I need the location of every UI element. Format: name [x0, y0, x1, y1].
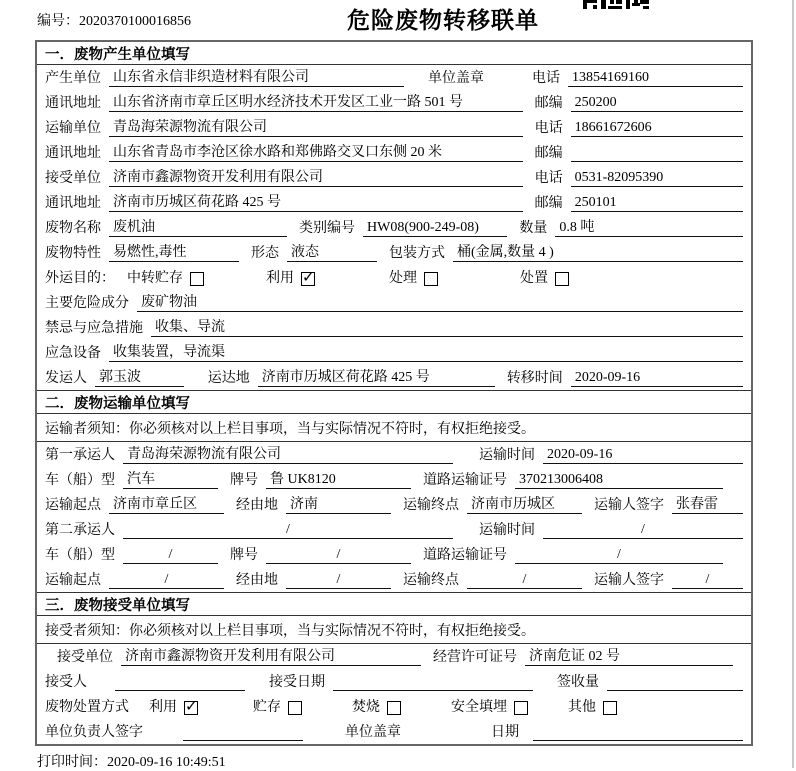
category-code-label: 类别编号: [299, 221, 355, 236]
waste-name-label: 废物名称: [45, 221, 101, 236]
responsible-sign-label: 单位负责人签字: [45, 725, 143, 740]
shipper-field: 郭玉波: [95, 369, 184, 387]
section3-title: 三．废物接受单位填写: [37, 592, 751, 616]
row-disposal-method: [37, 694, 751, 719]
disposal-utilize-label: 利用: [149, 700, 177, 715]
shipper-label: 发运人: [45, 371, 87, 386]
vehicle-type1-label: 车（船）型: [45, 473, 115, 488]
producer-address-label: 通讯地址: [45, 96, 101, 111]
document-number-value: 2020370100016856: [79, 14, 191, 29]
carrier-sign2-field: /: [672, 571, 743, 589]
transport-zip-field: [571, 144, 743, 162]
receiver-phone-label: 电话: [534, 171, 563, 186]
transfer-date-field: 2020-09-16: [571, 369, 743, 387]
producer-unit-field: 山东省永信非织造材料有限公司: [109, 69, 404, 87]
license-no-field: 济南危证 02 号: [525, 648, 733, 666]
transport-time2-label: 运输时间: [479, 523, 535, 538]
transporter-notice: 运输者须知：你必须核对以上栏目事项，当与实际情况不符时，有权拒绝接受。: [37, 414, 751, 442]
purpose-transfer-checkbox: [190, 272, 204, 286]
row-accept-unit: [37, 644, 751, 669]
purpose-utilize-label: 利用: [266, 271, 294, 286]
row-outbound-purpose: [37, 265, 751, 290]
transport-phone-field: 18661672606: [571, 119, 743, 137]
receiver-phone-field: 0531-82095390: [571, 169, 743, 187]
road-permit2-label: 道路运输证号: [423, 548, 507, 563]
purpose-transfer-label: 中转贮存: [127, 271, 183, 286]
emergency-equipment-field: 收集装置，导流渠: [109, 344, 743, 362]
unit-seal-label: 单位盖章: [428, 71, 484, 86]
received-qty-field: [607, 673, 743, 691]
receiver-zip-field: 250101: [571, 194, 743, 212]
accept-date-field: [333, 673, 533, 691]
producer-phone-label: 电话: [532, 71, 560, 86]
disposal-option-store: [253, 696, 302, 716]
disposal-store-checkbox: [288, 701, 302, 715]
transport-time2-field: /: [543, 521, 743, 539]
disposal-other-checkbox: [603, 701, 617, 715]
purpose-treat-checkbox: [424, 272, 438, 286]
row-hazard-component: [37, 290, 751, 315]
row-emergency-measures: [37, 315, 751, 340]
category-code-field: HW08(900-249-08): [363, 219, 507, 237]
row-vehicle2: [37, 542, 751, 567]
origin2-field: /: [109, 571, 224, 589]
plate-no1-field: 鲁 UK8120: [266, 471, 411, 489]
purpose-dispose-label: 处置: [520, 271, 548, 286]
first-carrier-label: 第一承运人: [45, 448, 115, 463]
road-permit1-label: 道路运输证号: [423, 473, 507, 488]
producer-address-field: 山东省济南市章丘区明水经济技术开发区工业一路 501 号: [109, 94, 523, 112]
row-receiver-address: [37, 190, 751, 215]
endpoint2-label: 运输终点: [403, 573, 459, 588]
receiver-unit-label: 接受单位: [45, 171, 101, 186]
disposal-option-landfill: [451, 696, 528, 716]
page-title: 危险废物转移联单: [347, 8, 539, 33]
carrier-sign2-label: 运输人签字: [594, 573, 664, 588]
hazard-component-field: 废矿物油: [137, 294, 743, 312]
acceptor-label: 接受人: [45, 675, 87, 690]
second-carrier-field: /: [123, 521, 453, 539]
row-responsible-sign: [37, 719, 751, 744]
origin2-label: 运输起点: [45, 573, 101, 588]
disposal-utilize-checkbox: [184, 701, 198, 715]
transport-address-label: 通讯地址: [45, 146, 101, 161]
row-producer-unit: [37, 65, 751, 90]
vehicle-type2-field: /: [123, 546, 218, 564]
via1-field: 济南: [286, 496, 391, 514]
responsible-sign-field: [183, 723, 303, 741]
transport-time1-field: 2020-09-16: [543, 446, 743, 464]
row-vehicle1: [37, 467, 751, 492]
row-route1: [37, 492, 751, 517]
accept-unit-label: 接受单位: [57, 650, 113, 665]
disposal-incinerate-checkbox: [387, 701, 401, 715]
disposal-other-label: 其他: [568, 700, 596, 715]
disposal-landfill-label: 安全填埋: [451, 700, 507, 715]
endpoint1-label: 运输终点: [403, 498, 459, 513]
transport-unit-field: 青岛海荣源物流有限公司: [109, 119, 523, 137]
via2-field: /: [286, 571, 391, 589]
row-receiver-unit: [37, 165, 751, 190]
second-carrier-label: 第二承运人: [45, 523, 115, 538]
qr-code-partial-icon: [583, 0, 653, 9]
destination-label: 运达地: [207, 371, 250, 386]
form-state-label: 形态: [251, 246, 279, 261]
accept-unit-field: 济南市鑫源物资开发利用有限公司: [121, 648, 421, 666]
quantity-field: 0.8 吨: [555, 219, 743, 237]
first-carrier-field: 青岛海荣源物流有限公司: [123, 446, 453, 464]
producer-zip-field: 250200: [571, 94, 743, 112]
via2-label: 经由地: [236, 573, 278, 588]
purpose-option-dispose: [520, 267, 569, 287]
producer-zip-label: 邮编: [534, 96, 563, 111]
via1-label: 经由地: [236, 498, 278, 513]
row-transport-unit: [37, 115, 751, 140]
row-shipper: [37, 365, 751, 390]
date-label: 日期: [491, 725, 519, 740]
disposal-incinerate-label: 焚烧: [352, 700, 380, 715]
plate-no2-label: 牌号: [230, 548, 258, 563]
print-time-label: 打印时间：: [37, 755, 107, 770]
row-acceptor: [37, 669, 751, 694]
origin1-field: 济南市章丘区: [109, 496, 224, 514]
manifest-form: [35, 40, 753, 746]
emergency-equipment-label: 应急设备: [45, 346, 101, 361]
unit-seal2-label: 单位盖章: [345, 725, 401, 740]
row-route2: [37, 567, 751, 592]
vehicle-type1-field: 汽车: [123, 471, 218, 489]
print-time: [37, 751, 226, 771]
section2-title: 二．废物运输单位填写: [37, 390, 751, 414]
date-field: [533, 723, 743, 741]
purpose-option-transfer: [127, 267, 204, 287]
road-permit1-field: 370213006408: [515, 471, 723, 489]
disposal-store-label: 贮存: [253, 700, 281, 715]
packaging-label: 包装方式: [389, 246, 445, 261]
purpose-utilize-checkbox: [301, 272, 315, 286]
quantity-label: 数量: [519, 221, 548, 236]
waste-name-field: 废机油: [109, 219, 287, 237]
endpoint2-field: /: [467, 571, 582, 589]
purpose-option-treat: [389, 267, 438, 287]
row-emergency-equipment: [37, 340, 751, 365]
accept-date-label: 接受日期: [269, 675, 325, 690]
disposal-option-utilize: [149, 696, 198, 716]
endpoint1-field: 济南市历城区: [467, 496, 582, 514]
producer-phone-field: 13854169160: [568, 69, 743, 87]
transport-zip-label: 邮编: [534, 146, 563, 161]
row-producer-address: [37, 90, 751, 115]
purpose-treat-label: 处理: [389, 271, 417, 286]
license-no-label: 经营许可证号: [433, 650, 517, 665]
transport-unit-label: 运输单位: [45, 121, 101, 136]
receiver-address-label: 通讯地址: [45, 196, 101, 211]
purpose-dispose-checkbox: [555, 272, 569, 286]
transfer-date-label: 转移时间: [506, 371, 563, 386]
plate-no2-field: /: [266, 546, 411, 564]
receiver-notice: 接受者须知：你必须核对以上栏目事项，当与实际情况不符时，有权拒绝接受。: [37, 616, 751, 644]
form-state-field: 液态: [287, 244, 377, 262]
hazard-component-label: 主要危险成分: [45, 296, 129, 311]
transport-phone-label: 电话: [534, 121, 563, 136]
row-transport-address: [37, 140, 751, 165]
disposal-landfill-checkbox: [514, 701, 528, 715]
transport-address-field: 山东省青岛市李沧区徐水路和郑佛路交叉口东侧 20 米: [109, 144, 523, 162]
disposal-option-incinerate: [352, 696, 401, 716]
packaging-field: 桶(金属,数量 4 ): [453, 244, 743, 262]
purpose-option-utilize: [266, 267, 315, 287]
disposal-method-label: 废物处置方式: [45, 700, 129, 715]
row-second-carrier: [37, 517, 751, 542]
plate-no1-label: 牌号: [230, 473, 258, 488]
section1-title: 一．废物产生单位填写: [37, 42, 751, 65]
producer-unit-label: 产生单位: [45, 71, 101, 86]
road-permit2-field: /: [515, 546, 723, 564]
receiver-address-field: 济南市历城区荷花路 425 号: [109, 194, 523, 212]
acceptor-field: [115, 673, 245, 691]
vehicle-type2-label: 车（船）型: [45, 548, 115, 563]
document-number-label: 编号：: [37, 14, 79, 29]
origin1-label: 运输起点: [45, 498, 101, 513]
carrier-sign1-field: 张春雷: [672, 496, 743, 514]
print-time-value: 2020-09-16 10:49:51: [107, 755, 226, 770]
receiver-zip-label: 邮编: [534, 196, 563, 211]
row-waste-property: [37, 240, 751, 265]
receiver-unit-field: 济南市鑫源物资开发利用有限公司: [109, 169, 523, 187]
received-qty-label: 签收量: [557, 675, 599, 690]
waste-property-field: 易燃性,毒性: [109, 244, 239, 262]
row-first-carrier: [37, 442, 751, 467]
carrier-sign1-label: 运输人签字: [594, 498, 664, 513]
disposal-option-other: [568, 696, 617, 716]
emergency-measures-label: 禁忌与应急措施: [45, 321, 143, 336]
destination-field: 济南市历城区荷花路 425 号: [258, 369, 495, 387]
transport-time1-label: 运输时间: [479, 448, 535, 463]
row-waste-name: [37, 215, 751, 240]
outbound-purpose-label: 外运目的：: [45, 271, 115, 286]
emergency-measures-field: 收集、导流: [151, 319, 743, 337]
page-edge-line: [792, 0, 794, 768]
waste-property-label: 废物特性: [45, 246, 101, 261]
